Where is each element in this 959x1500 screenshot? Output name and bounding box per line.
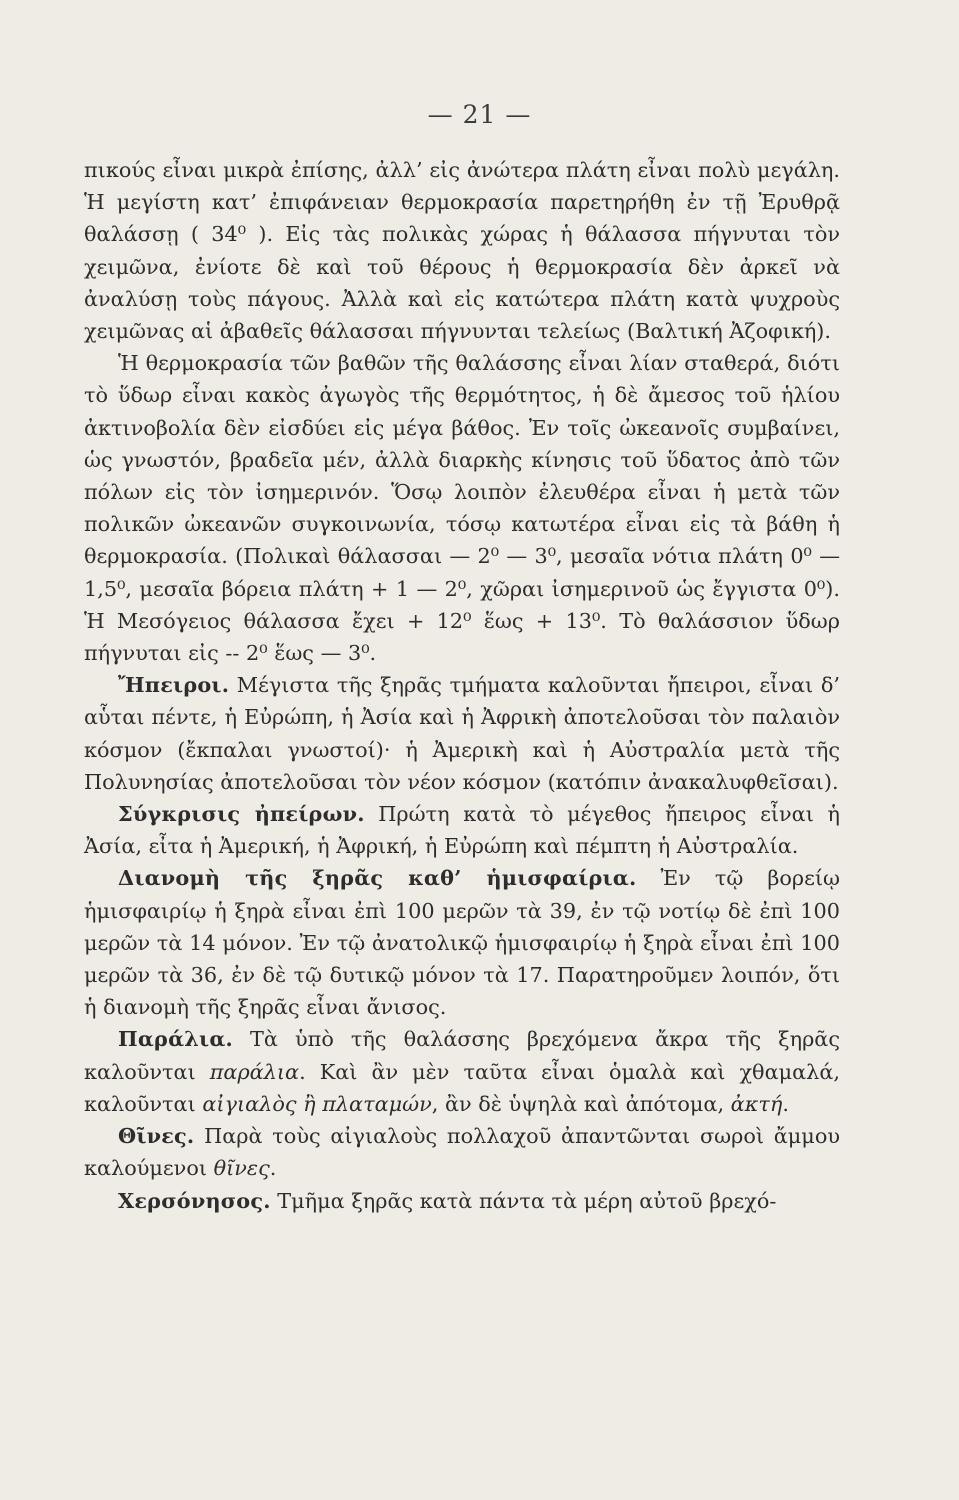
paragraph-sea-temperature-surface: πικούς εἶναι μικρὰ ἐπίσης, ἀλλ’ εἰς ἀνώτερα πλάτη εἶναι πολὺ μεγάλη. Ἡ μεγίστη κατ’ ἐπιφάνειαν θερμοκρασία παρετηρήθη ἐν τῇ Ἐρυθρᾷ θαλάσσῃ ( 34⁰ ). Εἰς τὰς πολικὰς χώρας ἡ θάλασσα πήγνυται τὸν χειμῶνα, ἐνίοτε δὲ καὶ τοῦ θέρους ἡ θερμοκρασία δὲν ἀρκεῖ νὰ ἀναλύσῃ τοὺς πάγους. Ἀλλὰ καὶ εἰς κατώτερα πλάτη κατὰ ψυχροὺς χειμῶνας αἱ ἀβαθεῖς θάλασσαι πήγνυνται τελείως (Βαλτική Ἀζοφική). (84, 158, 840, 344)
section-heading-peninsula: Χερσόνησος. (118, 1187, 271, 1213)
paragraph-coasts-text-2: . Καὶ ἂν μὲν ταῦτα εἶναι ὁμαλὰ καὶ χθαμαλά, καλοῦνται (84, 1059, 841, 1116)
paragraph-dunes-text-2: . (269, 1156, 277, 1181)
section-heading-land-distribution: Διανομὴ τῆς ξηρᾶς καθ’ ἡμισφαίρια. (118, 865, 637, 891)
paragraph-continent-comparison (84, 798, 840, 862)
paragraph-continents-body: Μέγιστα τῆς ξηρᾶς τμήματα καλοῦνται ἤπειροι, εἶναι δ’ αὗται πέντε, ἡ Εὐρώπη, ἡ Ἀσία καὶ ἡ Ἀφρικὴ ἀποτελοῦσαι τὸν παλαιὸν κόσμον (ἔκπαλαι γνωστοί)· ἡ Ἀμερικὴ καὶ ἡ Αὐστραλία μετὰ τῆς Πολυνησίας ἀποτελοῦσαι τὸν νέον κόσμον (κατόπιν ἀνακαλυφθεῖσαι). (84, 673, 840, 794)
paragraph-dunes-text-1: Παρὰ τοὺς αἰγιαλοὺς πολλαχοῦ ἀπαντῶνται σωροὶ ἄμμου καλούμενοι (84, 1124, 840, 1181)
section-heading-dunes: Θῖνες. (118, 1123, 195, 1149)
paragraph-coasts-text-1: Τὰ ὑπὸ τῆς θαλάσσης βρεχόμενα ἄκρα τῆς ξηρᾶς καλοῦνται (84, 1027, 840, 1084)
paragraph-sea-temperature-depths: Ἡ θερμοκρασία τῶν βαθῶν τῆς θαλάσσης εἶναι λίαν σταθερά, διότι τὸ ὕδωρ εἶναι κακὸς ἀγωγὸς τῆς θερμότητος, ἡ δὲ ἄμεσος τοῦ ἡλίου ἀκτινοβολία δὲν εἰσδύει εἰς μέγα βάθος. Ἐν τοῖς ὠκεανοῖς συμβαίνει, ὡς γνωστόν, βραδεῖα μέν, ἀλλὰ διαρκὴς κίνησις τοῦ ὕδατος ἀπὸ τῶν πόλων εἰς τὸν ἰσημερινόν. Ὅσῳ λοιπὸν ἐλευθέρα εἶναι ἡ μετὰ τῶν πολικῶν ὠκεανῶν συγκοινωνία, τόσῳ κατωτέρα εἶναι εἰς τὰ βάθη ἡ θερμοκρασία. (Πολικαὶ θάλασσαι — 2⁰ — 3⁰, μεσαῖα νότια πλάτη 0⁰ — 1,5⁰, μεσαῖα βόρεια πλάτη + 1 — 2⁰, χῶραι ἰσημερινοῦ ὡς ἔγγιστα 0⁰). Ἡ Μεσόγειος θάλασσα ἔχει + 12⁰ ἕως + 13⁰. Τὸ θαλάσσιον ὕδωρ πήγνυται εἰς -- 2⁰ ἕως — 3⁰. (84, 351, 840, 666)
page-text (84, 154, 840, 1217)
term-paralia: παράλια (209, 1059, 300, 1084)
term-thines: θῖνες (213, 1156, 270, 1181)
page-number: — 21 — (427, 100, 532, 129)
paragraph-land-distribution-body: Ἐν τῷ βορείῳ ἡμισφαιρίῳ ἡ ξηρὰ εἶναι ἐπὶ 100 μερῶν τὰ 39, ἐν τῷ νοτίῳ δὲ ἐπὶ 100 μερῶν τὰ 14 μόνον. Ἐν τῷ ἀνατολικῷ ἡμισφαιρίῳ ἡ ξηρὰ εἶναι ἐπὶ 100 μερῶν τὰ 36, ἐν δὲ τῷ δυτικῷ μόνον τὰ 17. Παρατηροῦμεν λοιπόν, ὅτι ἡ διανομὴ τῆς ξηρᾶς εἶναι ἄνισος. (84, 866, 840, 1020)
section-heading-coasts: Παράλια. (118, 1026, 233, 1052)
term-aigialos: αἰγιαλὸς ἢ πλαταμών (202, 1091, 432, 1116)
section-heading-continent-comparison: Σύγκρισις ἠπείρων. (118, 801, 365, 827)
paragraph-coasts-text-3: , ἂν δὲ ὑψηλὰ καὶ ἀπότομα, (431, 1091, 731, 1116)
term-akti: ἀκτή (730, 1091, 783, 1116)
paragraph-coasts (84, 1023, 840, 1120)
section-heading-continents: Ἤπειροι. (118, 672, 230, 698)
paragraph-peninsula-body: Τμῆμα ξηρᾶς κατὰ πάντα τὰ μέρη αὐτοῦ βρεχό- (270, 1188, 777, 1213)
paragraph-continent-comparison-body: Πρώτη κατὰ τὸ μέγεθος ἤπειρος εἶναι ἡ Ἀσία, εἶτα ἡ Ἀμερική, ἡ Ἀφρική, ἡ Εὐρώπη καὶ πέμπτη ἡ Αὐστραλία. (84, 802, 840, 859)
paragraph-peninsula (84, 1185, 840, 1217)
paragraph-continents (84, 669, 840, 798)
paragraph-land-distribution (84, 862, 840, 1023)
paragraph-dunes (84, 1120, 840, 1184)
paragraph-coasts-text-4: . (782, 1091, 789, 1116)
